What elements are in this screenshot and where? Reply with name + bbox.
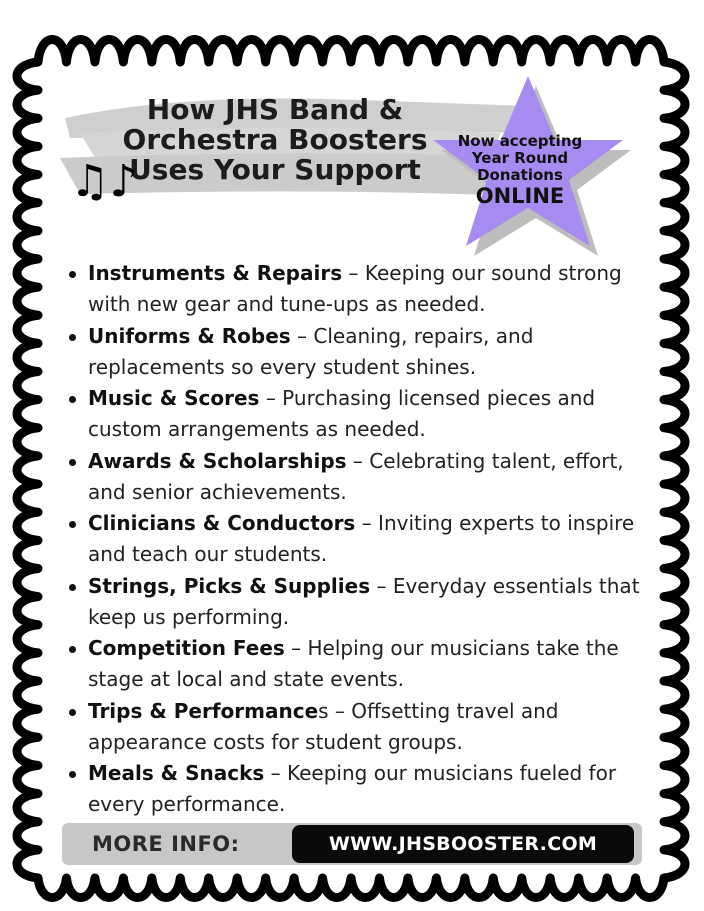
list-item — [88, 508, 654, 570]
bullet-dot-icon — [69, 334, 76, 341]
item-heading: Uniforms & Robes — [88, 323, 291, 348]
item-description: – Keeping our musicians fueled for every performance. — [88, 761, 617, 816]
page-title: How JHS Band & Orchestra Boosters Uses Your Support — [122, 93, 428, 186]
item-heading: Clinicians & Conductors — [88, 511, 356, 535]
website-link[interactable]: WWW.JHSBOOSTER.COM — [292, 825, 634, 863]
item-heading: Competition Fees — [88, 636, 285, 660]
item-description: – Helping our musicians take the stage at local and state events. — [88, 636, 619, 691]
bullet-dot-icon — [69, 771, 76, 778]
list-item — [88, 383, 654, 445]
item-description: – Cleaning, repairs, and replacements so every student shines. — [88, 323, 534, 379]
badge-line-1: Now accepting — [457, 132, 583, 150]
item-heading: Meals & Snacks — [88, 761, 265, 785]
list-item — [88, 758, 654, 820]
item-heading: Awards & Scholarships — [88, 448, 347, 473]
list-item — [88, 696, 654, 758]
item-description: – Celebrating talent, effort, and senior achievements. — [88, 448, 624, 504]
bullet-dot-icon — [69, 584, 76, 591]
bullet-dot-icon — [69, 709, 76, 716]
item-description: – Keeping our sound strong with new gear and tune-ups as needed. — [88, 261, 622, 316]
item-description: – Everyday essentials that keep us performing. — [88, 573, 640, 629]
list-item — [88, 258, 654, 320]
music-notes-icon: ♫♪ — [70, 156, 138, 207]
item-description: – Inviting experts to inspire and teach our students. — [88, 511, 635, 566]
list-item — [88, 321, 654, 383]
item-description: – Purchasing licensed pieces and custom arrangements as needed. — [88, 386, 596, 441]
more-info-label: MORE INFO: — [92, 832, 240, 856]
bullet-dot-icon — [69, 271, 76, 278]
list-item — [88, 446, 654, 508]
item-heading: Strings, Picks & Supplies — [88, 573, 371, 598]
bullet-dot-icon — [69, 521, 76, 528]
list-item — [88, 633, 654, 695]
badge-online: ONLINE — [475, 184, 565, 208]
bullet-dot-icon — [69, 646, 76, 653]
bullet-dot-icon — [69, 396, 76, 403]
support-list — [88, 258, 654, 821]
item-description: s – Offsetting travel and appearance costs for student groups. — [88, 698, 559, 754]
badge-line-2: Year Round — [471, 149, 569, 167]
item-heading: Trips & Performance — [88, 698, 319, 723]
bullet-dot-icon — [69, 459, 76, 466]
item-heading: Instruments & Repairs — [88, 261, 343, 285]
donations-badge[interactable] — [440, 133, 600, 208]
badge-line-3: Donations — [477, 166, 563, 184]
list-item — [88, 571, 654, 633]
item-heading: Music & Scores — [88, 386, 260, 410]
